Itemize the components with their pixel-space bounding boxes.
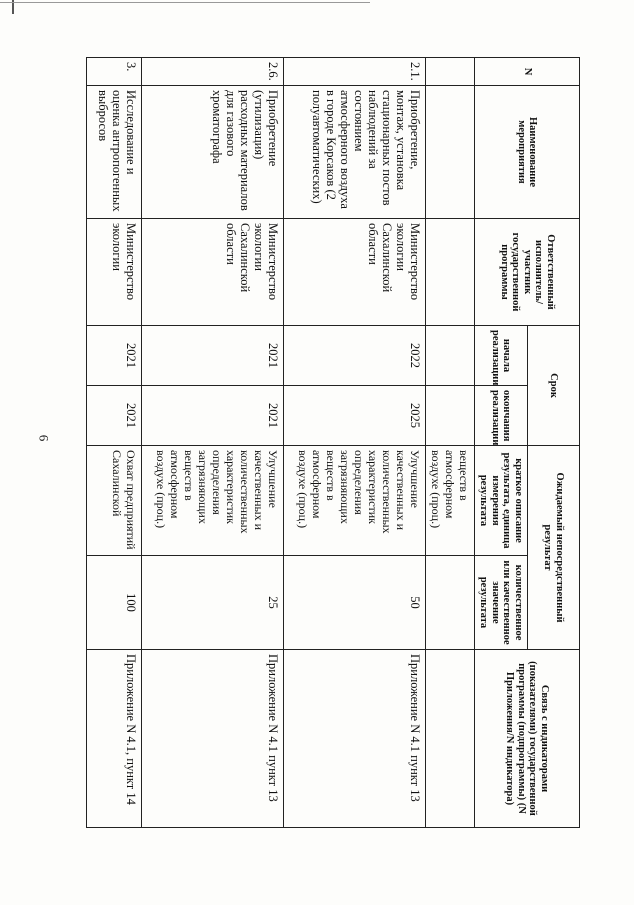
cell-start [426, 326, 475, 386]
cell-desc: Улучшение качественных и количественных характеристик определения загрязняющих веществ в атмосферном воздухе (проц.) [284, 446, 426, 556]
cell-start: 2021 [87, 326, 142, 386]
cell-end: 2021 [87, 386, 142, 446]
cell-desc: Улучшение качественных и количественных характеристик определения загрязняющих веществ в атмосферном воздухе (проц.) [142, 446, 284, 556]
cell-executor: Министерство экологии [87, 219, 142, 326]
header-executor: Ответственный исполнитель/ участник государственной программы [475, 219, 580, 326]
cell-desc: веществ в атмосферном воздухе (проц.) [426, 446, 475, 556]
cell-link: Приложение N 4.1 пункт 13 [284, 650, 426, 828]
cell-start: 2022 [284, 326, 426, 386]
cell-n [426, 58, 475, 86]
table-row [87, 58, 142, 828]
cell-name: Приобретение, монтаж, установка стационарных постов наблюдений за состоянием атмосферного воздуха в городе Корсаков (2 полуавтоматических) [284, 86, 426, 219]
cell-n: 2.1. [284, 58, 426, 86]
cell-value: 50 [284, 556, 426, 650]
cell-value [426, 556, 475, 650]
cell-executor: Министерство экологии Сахалинской области [284, 219, 426, 326]
header-n: N [475, 58, 580, 86]
cell-n: 2.6. [142, 58, 284, 86]
cell-start: 2021 [142, 326, 284, 386]
cell-value: 25 [142, 556, 284, 650]
header-term-end: окончания реализации [475, 386, 528, 446]
header-term: Срок [528, 326, 580, 446]
cell-value: 100 [87, 556, 142, 650]
cell-name: Исследование и оценка антропогенных выбросов [87, 86, 142, 219]
header-link: Связь с индикаторами (показателями) государственной программы (подпрограммы) (N Приложения/N индикатора) [475, 650, 580, 828]
cell-link [426, 650, 475, 828]
header-result-value: количественное или качественное значение результата [475, 556, 528, 650]
cell-n: 3. [87, 58, 142, 86]
cell-name: Приобретение (утилизация) расходных материалов для газового хроматографа [142, 86, 284, 219]
scan-artifact [0, 2, 370, 3]
cell-link: Приложение N 4.1, пункт 14 [87, 650, 142, 828]
cell-executor [426, 219, 475, 326]
header-result-desc: краткое описание результата, единица измерения результата [475, 446, 528, 556]
header-result: Ожидаемый непосредственный результат [528, 446, 580, 650]
header-name: Наименование мероприятия [475, 86, 580, 219]
rotated-page [90, 57, 580, 827]
cell-link: Приложение N 4.1 пункт 13 [142, 650, 284, 828]
cell-end: 2021 [142, 386, 284, 446]
page-number: 6 [36, 434, 52, 442]
measures-table [86, 57, 580, 828]
table-row [426, 58, 475, 828]
header-term-start: начала реализации [475, 326, 528, 386]
cell-name [426, 86, 475, 219]
cell-executor: Министерство экологии Сахалинской области [142, 219, 284, 326]
table-row [142, 58, 284, 828]
cell-end [426, 386, 475, 446]
cell-end: 2025 [284, 386, 426, 446]
table-row [284, 58, 426, 828]
cell-desc: Охват предприятий Сахалинской [87, 446, 142, 556]
